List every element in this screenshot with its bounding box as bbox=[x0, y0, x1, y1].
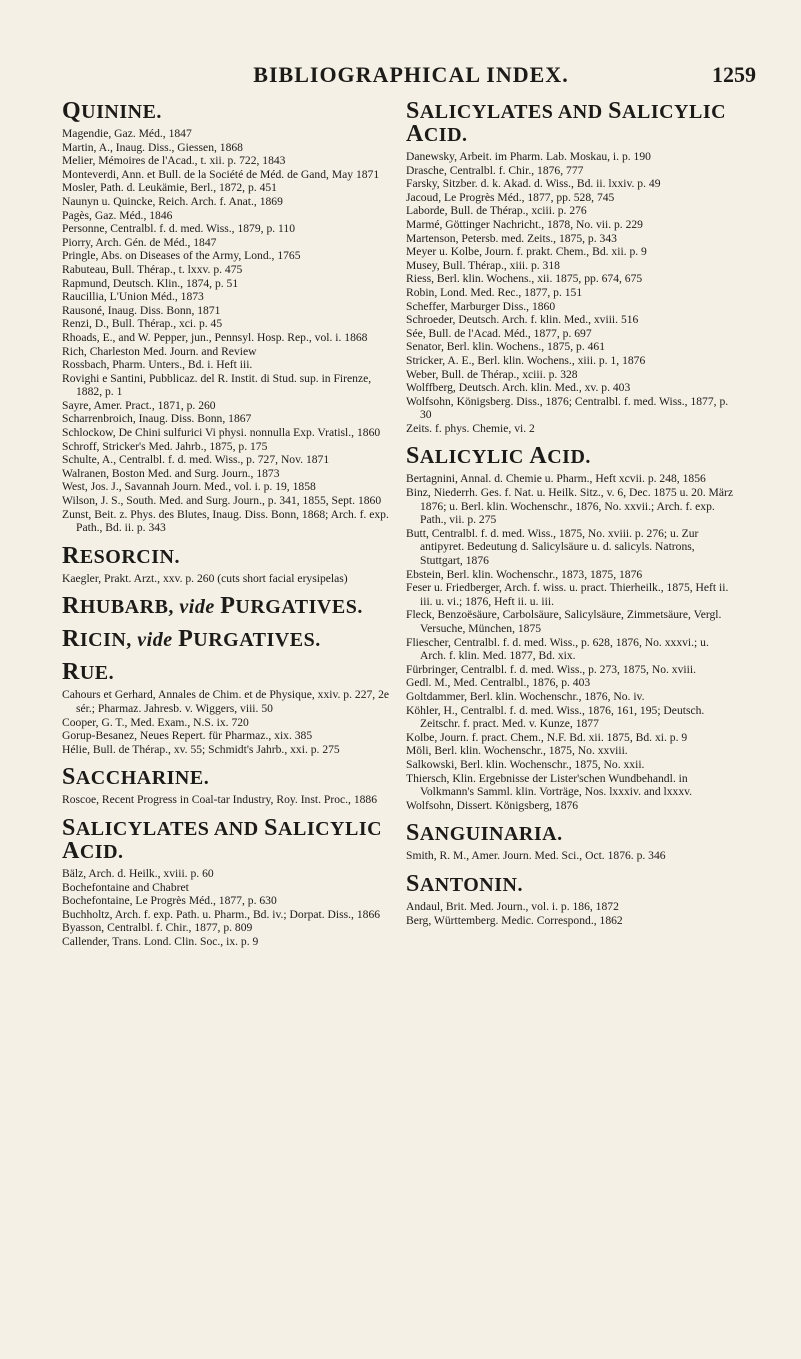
bibliography-entry: Martin, A., Inaug. Diss., Giessen, 1868 bbox=[62, 140, 243, 154]
bibliography-entry: Drasche, Centralbl. f. Chir., 1876, 777 bbox=[406, 163, 584, 177]
bibliography-entry: Rossbach, Pharm. Unters., Bd. i. Heft iii. bbox=[62, 358, 253, 372]
bibliography-entry: Laborde, Bull. de Thérap., xciii. p. 276 bbox=[406, 204, 587, 218]
bibliography-entry: Kaegler, Prakt. Arzt., xxv. p. 260 (cuts short facial erysipelas) bbox=[62, 571, 348, 585]
bibliography-entry: Schroeder, Deutsch. Arch. f. klin. Med., xviii. 516 bbox=[406, 313, 639, 327]
bibliography-entry: Rhoads, E., and W. Pepper, jun., Pennsyl. Hosp. Rep., vol. i. 1868 bbox=[62, 330, 368, 344]
bibliography-entry: Goltdammer, Berl. klin. Wochenschr., 1876, No. iv. bbox=[406, 689, 645, 703]
bibliography-entry: Andaul, Brit. Med. Journ., vol. i. p. 186, 1872 bbox=[406, 899, 619, 913]
right-column bbox=[406, 90, 736, 927]
bibliography-entry: Wilson, J. S., South. Med. and Surg. Journ., p. 341, 1855, Sept. 1860 bbox=[62, 494, 382, 508]
bibliography-entry: Senator, Berl. klin. Wochens., 1875, p. 461 bbox=[406, 340, 606, 354]
bibliography-entry: Rapmund, Deutsch. Klin., 1874, p. 51 bbox=[62, 276, 239, 290]
bibliography-entry: Berg, Württemberg. Medic. Correspond., 1862 bbox=[406, 913, 623, 927]
bibliography-entry: Thiersch, Klin. Ergebnisse der Lister'schen Wundbehandl. in Volkmann's Samml. klin. Vorträge, Nos. lxxxiv. and lxxxv. bbox=[406, 771, 693, 799]
section-heading: RICIN, vide PURGATIVES. bbox=[62, 626, 321, 653]
bibliography-entry: Cahours et Gerhard, Annales de Chim. et de Physique, xxiv. p. 227, 2e sér.; Pharmaz. Jahresb. v. Wiggers, viii. 50 bbox=[62, 688, 390, 715]
bibliography-entry: Feser u. Friedberger, Arch. f. wiss. u. pract. Thierheilk., 1875, Heft ii. iii. u. vi.; 1876, Heft ii. u. iii. bbox=[406, 581, 729, 608]
bibliography-entry: Binz, Niederrh. Ges. f. Nat. u. Heilk. Sitz., v. 6, Dec. 1875 u. 20. März 1876; u. Berl. klin. Wochenschr., 1876, No. xxvii.; Arch. f. exp. Path., vii. p. 275 bbox=[406, 486, 734, 527]
bibliography-entry: Monteverdi, Ann. et Bull. de la Société de Méd. de Gand, May 1871 bbox=[62, 167, 380, 181]
bibliography-entry: Walranen, Boston Med. and Surg. Journ., 1873 bbox=[62, 466, 280, 480]
bibliography-entry: Raucillia, L'Union Méd., 1873 bbox=[62, 290, 204, 304]
section-heading: SALICYLATES AND SALICYLIC ACID. bbox=[62, 814, 383, 864]
bibliography-entry: Scharrenbroich, Inaug. Diss. Bonn, 1867 bbox=[62, 412, 252, 426]
bibliography-entry: Butt, Centralbl. f. d. med. Wiss., 1875, No. xviii. p. 276; u. Zur antipyret. Bedeutung d. Salicylsäure u. d. salicyls. Natrons, Stuttgart, 1876 bbox=[406, 526, 699, 568]
bibliography-entry: Musey, Bull. Thérap., xiii. p. 318 bbox=[406, 258, 560, 272]
bibliography-entry: Naunyn u. Quincke, Reich. Arch. f. Anat., 1869 bbox=[62, 194, 283, 208]
bibliography-entry: Riess, Berl. klin. Wochens., xii. 1875, pp. 674, 675 bbox=[406, 272, 643, 286]
bibliography-entry: Salkowski, Berl. klin. Wochenschr., 1875, No. xxii. bbox=[406, 757, 645, 771]
bibliography-entry: Melier, Mémoires de l'Acad., t. xii. p. 722, 1843 bbox=[62, 154, 286, 168]
bibliography-entry: Möli, Berl. klin. Wochenschr., 1875, No. xxviii. bbox=[406, 744, 628, 758]
bibliography-entry: Cooper, G. T., Med. Exam., N.S. ix. 720 bbox=[62, 715, 249, 729]
bibliography-entry: Fürbringer, Centralbl. f. d. med. Wiss., p. 273, 1875, No. xviii. bbox=[406, 662, 696, 676]
bibliography-entry: Rovighi e Santini, Pubblicaz. del R. Instit. di Stud. sup. in Firenze, 1882, p. 1 bbox=[62, 371, 372, 399]
bibliography-entry: Buchholtz, Arch. f. exp. Path. u. Pharm., Bd. iv.; Dorpat. Diss., 1866 bbox=[62, 907, 381, 921]
bibliography-entry: Schlockow, De Chini sulfurici Vi physi. nonnulla Exp. Vratisl., 1860 bbox=[62, 426, 381, 440]
bibliography-entry: Scheffer, Marburger Diss., 1860 bbox=[406, 299, 556, 313]
bibliography-entry: Roscoe, Recent Progress in Coal-tar Industry, Roy. Inst. Proc., 1886 bbox=[62, 793, 378, 807]
bibliography-entry: Rausoné, Inaug. Diss. Bonn, 1871 bbox=[62, 303, 221, 317]
bibliography-entry: Weber, Bull. de Thérap., xciii. p. 328 bbox=[406, 367, 578, 381]
bibliography-entry: Renzi, D., Bull. Thérap., xci. p. 45 bbox=[62, 317, 223, 331]
bibliography-entry: Rich, Charleston Med. Journ. and Review bbox=[62, 344, 257, 358]
bibliography-entry: Zunst, Beit. z. Phys. des Blutes, Inaug. Diss. Bonn, 1868; Arch. f. exp. Path., Bd. ii. p. 343 bbox=[62, 507, 389, 535]
bibliography-entry: Meyer u. Kolbe, Journ. f. prakt. Chem., Bd. xii. p. 9 bbox=[406, 245, 647, 259]
bibliography-entry: Ebstein, Berl. klin. Wochenschr., 1873, 1875, 1876 bbox=[406, 567, 643, 581]
bibliography-entry: Wolffberg, Deutsch. Arch. klin. Med., xv. p. 403 bbox=[406, 381, 631, 395]
bibliography-entry: Sée, Bull. de l'Acad. Méd., 1877, p. 697 bbox=[406, 326, 592, 340]
bibliography-entry: Gedl. M., Med. Centralbl., 1876, p. 403 bbox=[406, 676, 591, 690]
bibliography-entry: Jacoud, Le Progrès Méd., 1877, pp. 528, 745 bbox=[406, 190, 615, 204]
page-header bbox=[66, 62, 756, 86]
bibliography-entry: West, Jos. J., Savannah Journ. Med., vol. i. p. 19, 1858 bbox=[62, 480, 316, 494]
section-heading: SALICYLIC ACID. bbox=[406, 443, 591, 470]
bibliography-entry: Zeits. f. phys. Chemie, vi. 2 bbox=[406, 421, 535, 435]
bibliography-entry: Bertagnini, Annal. d. Chemie u. Pharm., Heft xcvii. p. 248, 1856 bbox=[406, 472, 706, 486]
running-title: BIBLIOGRAPHICAL INDEX. bbox=[253, 62, 569, 87]
bibliography-entry: Stricker, A. E., Berl. klin. Wochens., xiii. p. 1, 1876 bbox=[406, 353, 646, 367]
bibliography-entry: Wolfsohn, Dissert. Königsberg, 1876 bbox=[406, 798, 579, 812]
bibliography-entry: Hélie, Bull. de Thérap., xv. 55; Schmidt's Jahrb., xxi. p. 275 bbox=[62, 742, 340, 756]
section-heading: RUE. bbox=[62, 659, 115, 686]
bibliography-entry: Personne, Centralbl. f. d. med. Wiss., 1879, p. 110 bbox=[62, 222, 295, 236]
bibliography-entry: Fliescher, Centralbl. f. d. med. Wiss., p. 628, 1876, No. xxxvi.; u. Arch. f. klin. Med. 1877, Bd. xix. bbox=[406, 635, 709, 663]
bibliography-entry: Danewsky, Arbeit. im Pharm. Lab. Moskau, i. p. 190 bbox=[406, 150, 651, 163]
bibliography-entry: Fleck, Benzoësäure, Carbolsäure, Salicylsäure, Zimmetsäure, Vergl. Versuche, München, 1875 bbox=[406, 608, 722, 635]
bibliography-entry: Marmé, Göttinger Nachricht., 1878, No. vii. p. 229 bbox=[406, 217, 643, 231]
left-column bbox=[62, 90, 392, 949]
section-heading: SANTONIN. bbox=[406, 870, 523, 897]
bibliography-entry: Schulte, A., Centralbl. f. d. med. Wiss., p. 727, Nov. 1871 bbox=[62, 453, 330, 467]
bibliography-entry: Pringle, Abs. on Diseases of the Army, Lond., 1765 bbox=[62, 249, 301, 263]
bibliography-entry: Bochefontaine, Le Progrès Méd., 1877, p. 630 bbox=[62, 894, 277, 908]
bibliography-entry: Bochefontaine and Chabret bbox=[62, 880, 189, 894]
bibliography-entry: Mosler, Path. d. Leukämie, Berl., 1872, p. 451 bbox=[62, 181, 277, 195]
section-heading: SALICYLATES AND SALICYLIC ACID. bbox=[406, 98, 727, 147]
bibliography-entry: Farsky, Sitzber. d. k. Akad. d. Wiss., Bd. ii. lxxiv. p. 49 bbox=[406, 177, 661, 191]
bibliography-entry: Robin, Lond. Med. Rec., 1877, p. 151 bbox=[406, 285, 583, 299]
bibliography-entry: Pagès, Gaz. Méd., 1846 bbox=[62, 208, 173, 222]
bibliography-entry: Köhler, H., Centralbl. f. d. med. Wiss., 1876, 161, 195; Deutsch. Zeitschr. f. pract. Med. v. Kunze, 1877 bbox=[406, 703, 705, 731]
bibliography-entry: Callender, Trans. Lond. Clin. Soc., ix. p. 9 bbox=[62, 934, 259, 948]
section-heading: SANGUINARIA. bbox=[406, 820, 563, 847]
bibliography-entry: Bälz, Arch. d. Heilk., xviii. p. 60 bbox=[62, 866, 214, 880]
bibliography-entry: Magendie, Gaz. Méd., 1847 bbox=[62, 127, 192, 140]
bibliography-entry: Piorry, Arch. Gén. de Méd., 1847 bbox=[62, 235, 217, 249]
bibliography-entry: Schroff, Stricker's Med. Jahrb., 1875, p. 175 bbox=[62, 439, 268, 453]
page-number: 1259 bbox=[712, 62, 756, 87]
section-heading: RHUBARB, vide PURGATIVES. bbox=[62, 593, 363, 620]
section-heading: RESORCIN. bbox=[62, 542, 180, 569]
section-heading: QUININE. bbox=[62, 98, 162, 124]
bibliography-entry: Wolfsohn, Königsberg. Diss., 1876; Centralbl. f. med. Wiss., 1877, p. 30 bbox=[406, 394, 729, 422]
bibliography-entry: Gorup-Besanez, Neues Repert. für Pharmaz., xix. 385 bbox=[62, 729, 313, 743]
bibliography-entry: Rabuteau, Bull. Thérap., t. lxxv. p. 475 bbox=[62, 262, 243, 276]
bibliography-entry: Byasson, Centralbl. f. Chir., 1877, p. 809 bbox=[62, 921, 253, 935]
bibliography-entry: Martenson, Petersb. med. Zeits., 1875, p. 343 bbox=[406, 231, 617, 245]
section-heading: SACCHARINE. bbox=[62, 764, 210, 791]
bibliography-entry: Kolbe, Journ. f. pract. Chem., N.F. Bd. xii. 1875, Bd. xi. p. 9 bbox=[406, 730, 688, 744]
bibliography-entry: Smith, R. M., Amer. Journ. Med. Sci., Oct. 1876. p. 346 bbox=[406, 849, 666, 863]
bibliography-entry: Sayre, Amer. Pract., 1871, p. 260 bbox=[62, 398, 216, 412]
